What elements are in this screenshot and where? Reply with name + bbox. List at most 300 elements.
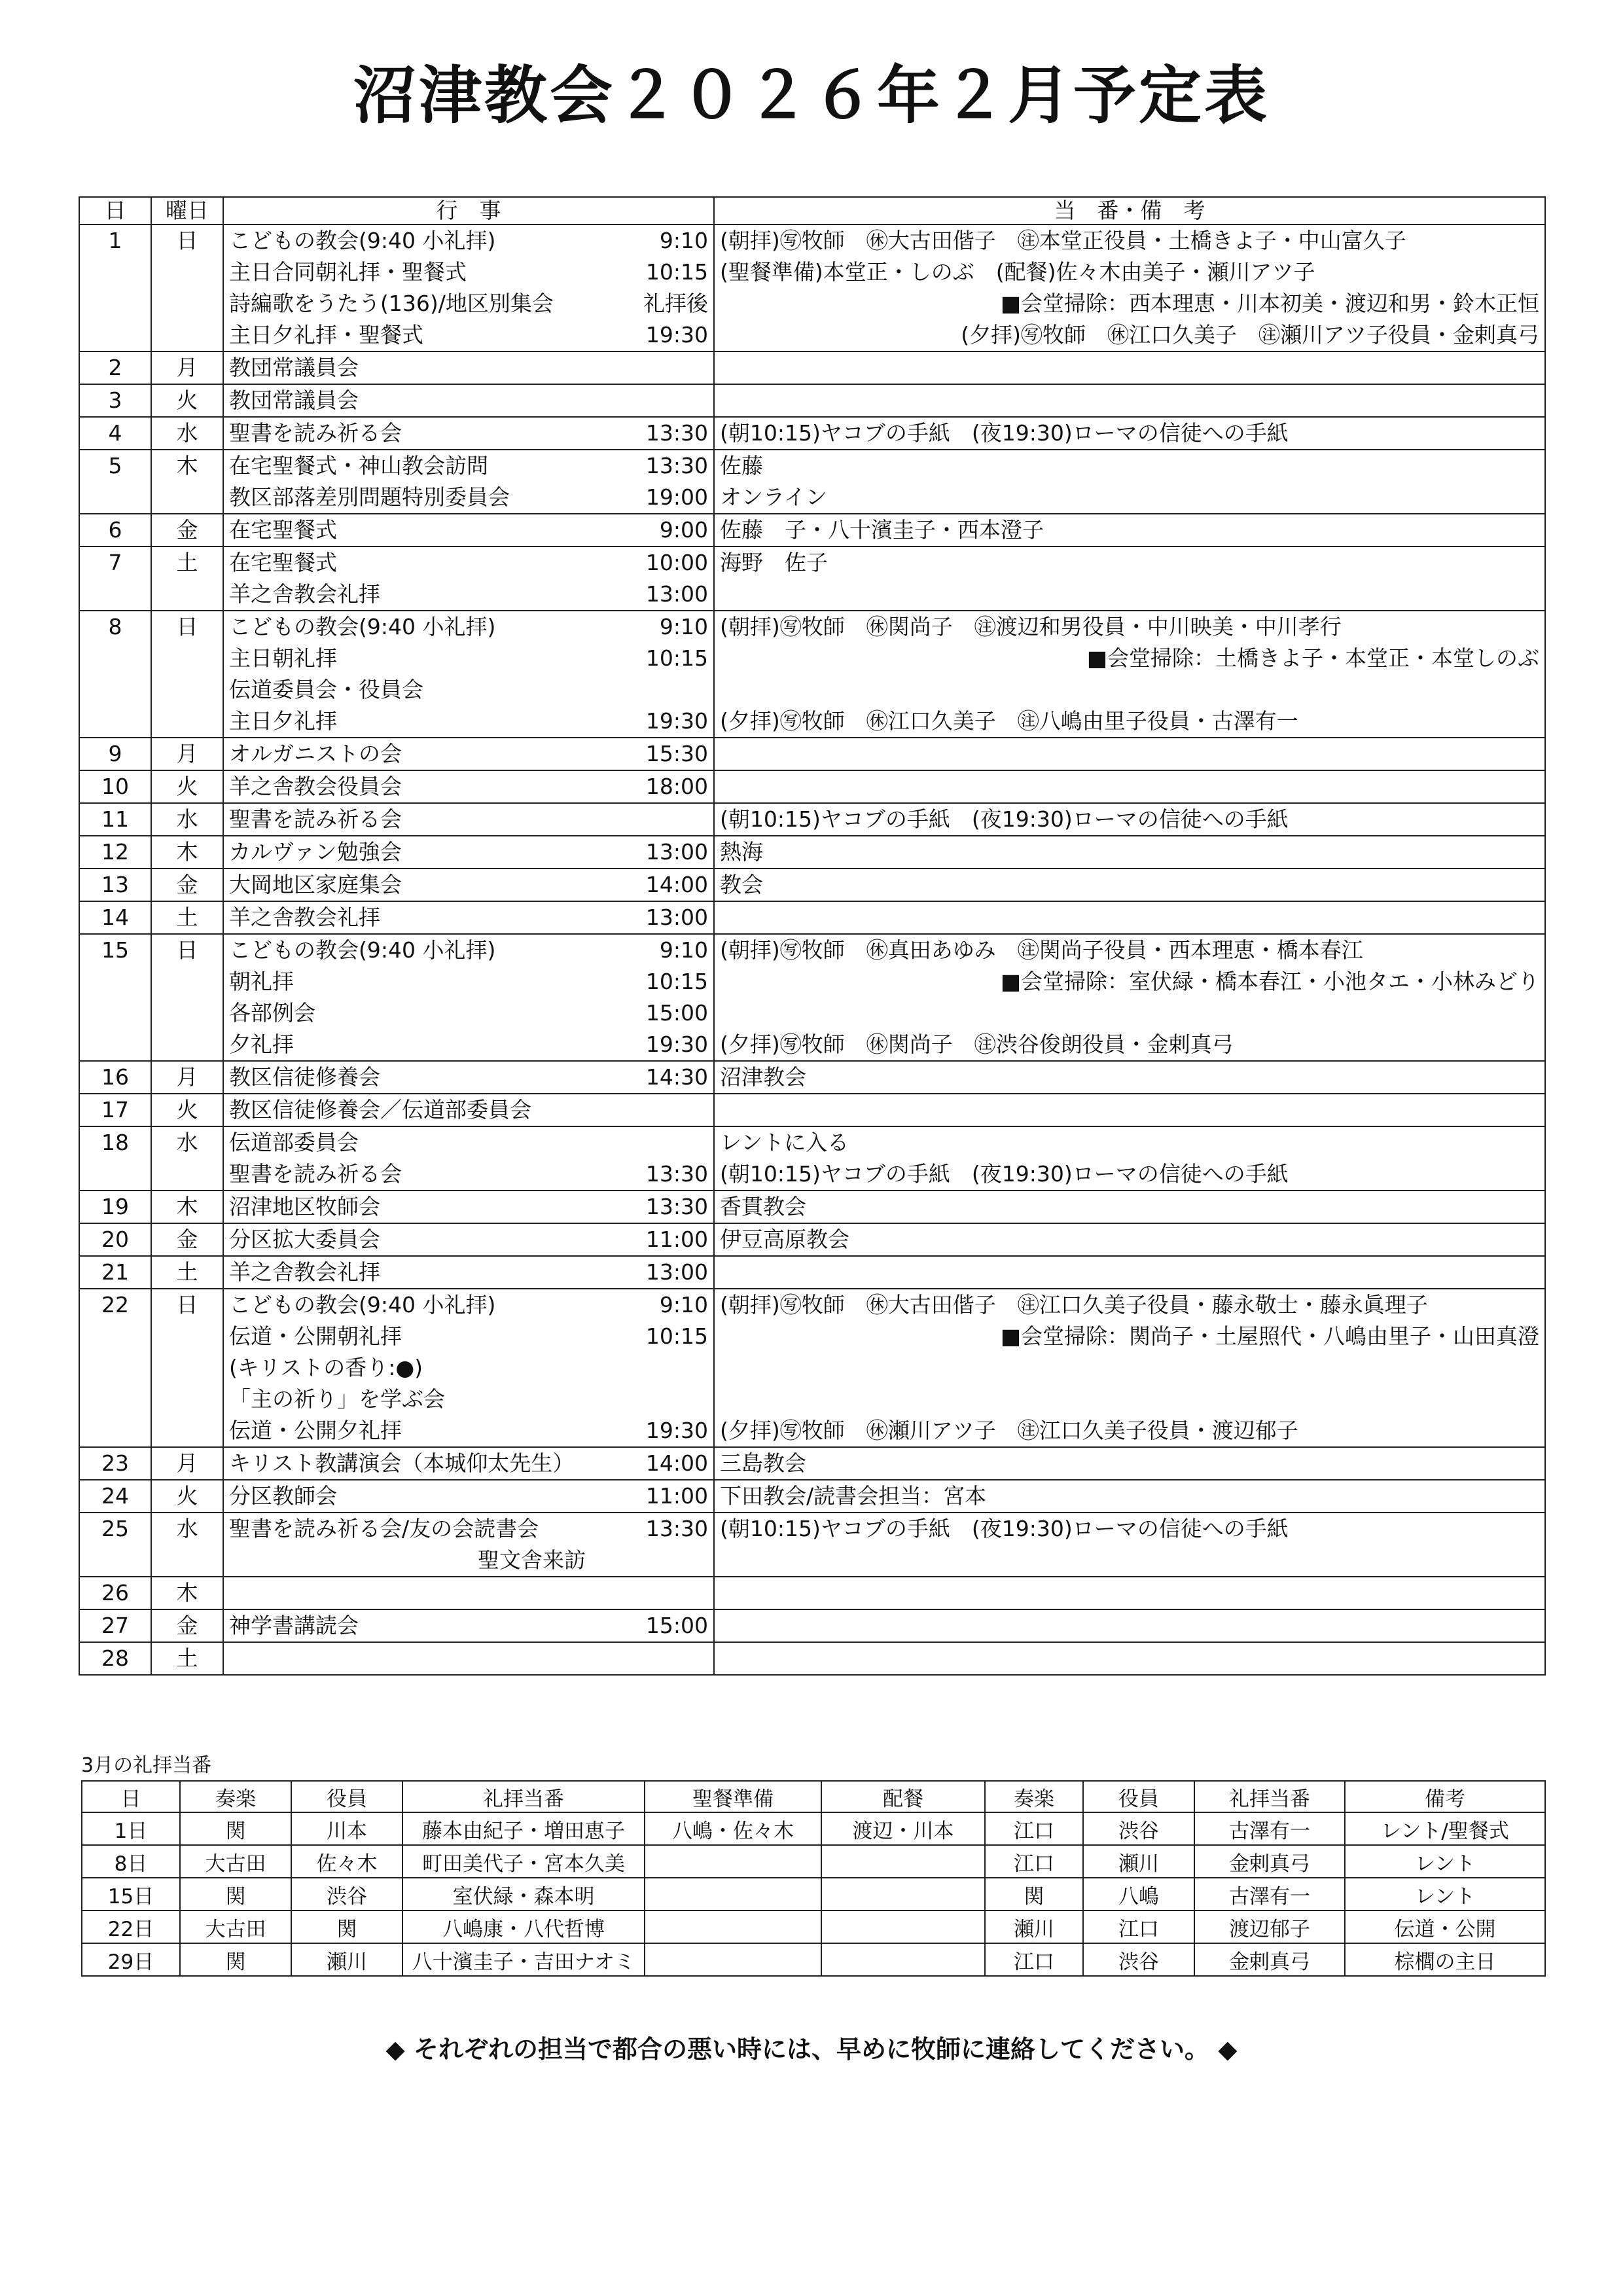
- event-name: 羊之舎教会礼拝: [229, 1259, 380, 1285]
- weekday-label: 木: [176, 1580, 198, 1605]
- event-time: 9:10: [659, 228, 708, 253]
- duty-cell: 古澤有一: [1194, 1878, 1345, 1910]
- events-cell: [223, 1256, 714, 1289]
- event-line: [229, 288, 708, 319]
- event-name: 主日合同朝礼拝・聖餐式: [229, 259, 467, 285]
- note-line: 教会: [720, 872, 763, 897]
- notes-cell: [714, 1061, 1545, 1094]
- weekday-label: 金: [176, 1613, 198, 1638]
- duty-cell: [821, 1878, 985, 1910]
- note-line: (朝10:15)ヤコブの手紙 (夜19:30)ローマの信徒への手紙: [720, 1516, 1289, 1541]
- note-line: ■会堂掃除：関尚子・土屋照代・八嶋由里子・山田真澄: [1000, 1323, 1539, 1349]
- weekday-cell: [151, 836, 223, 869]
- weekday-label: 土: [176, 550, 198, 575]
- event-time: 10:00: [645, 550, 708, 575]
- weekday-label: 金: [176, 517, 198, 543]
- events-cell: [223, 1223, 714, 1256]
- duty-cell: 川本: [291, 1812, 402, 1845]
- weekday-label: 土: [176, 1259, 198, 1285]
- event-line: [229, 611, 708, 643]
- weekday-cell: [151, 1223, 223, 1256]
- schedule-row: [79, 1609, 1545, 1642]
- note-line: ■会堂掃除：西本理恵・川本初美・渡辺和男・鈴木正恒: [1000, 291, 1539, 316]
- note-line: 香貫教会: [720, 1194, 806, 1219]
- duty-row: [82, 1878, 1545, 1910]
- event-time: 13:00: [645, 1259, 708, 1285]
- duty-cell: 江口: [985, 1812, 1083, 1845]
- event-time: 13:00: [645, 905, 708, 930]
- event-line: [229, 1029, 708, 1060]
- day-cell: [79, 514, 151, 547]
- event-name: 教区信徒修養会／伝道部委員会: [229, 1097, 531, 1122]
- duty-cell: 8日: [82, 1845, 180, 1878]
- duty-header-cell: 日: [82, 1781, 180, 1812]
- schedule-row: [79, 1126, 1545, 1191]
- note-line: オンライン: [720, 484, 828, 510]
- event-name: 主日朝礼拝: [229, 645, 337, 671]
- note-line: [720, 738, 1539, 770]
- event-name: 伝道・公開朝礼拝: [229, 1323, 402, 1349]
- event-name: 朝礼拝: [229, 969, 294, 994]
- duty-cell: [821, 1943, 985, 1976]
- event-name: こどもの教会(9:40 小礼拝): [229, 937, 496, 963]
- note-line: (聖餐準備)本堂正・しのぶ (配餐)佐々木由美子・瀬川アツ子: [720, 259, 1315, 285]
- schedule-row: [79, 1577, 1545, 1609]
- note-line: ■会堂掃除：土橋きよ子・本堂正・本堂しのぶ: [1086, 645, 1539, 671]
- day-cell: [79, 1061, 151, 1094]
- note-line: [720, 674, 1539, 706]
- event-name: 教団常議員会: [229, 387, 359, 413]
- day-number: 7: [108, 550, 122, 575]
- event-name: 聖書を読み祈る会: [229, 420, 402, 446]
- event-time: 9:10: [659, 614, 708, 639]
- event-line: [229, 836, 708, 868]
- event-line: [229, 1384, 708, 1415]
- event-name: 主日夕礼拝: [229, 708, 337, 734]
- day-cell: [79, 1256, 151, 1289]
- event-name: 伝道委員会・役員会: [229, 677, 423, 702]
- event-name: 聖書を読み祈る会/友の会読書会: [229, 1516, 539, 1541]
- event-line: [229, 1257, 708, 1288]
- note-line: 下田教会/読書会担当：宮本: [720, 1483, 987, 1509]
- note-line: (夕拝)㊢牧師 ㊡江口久美子 ㊟瀬川アツ子役員・金剌真弓: [961, 322, 1539, 348]
- events-cell: [223, 1289, 714, 1447]
- day-number: 18: [101, 1130, 129, 1155]
- note-line: [720, 997, 1539, 1029]
- duty-cell: 関: [985, 1878, 1083, 1910]
- note-line: (朝10:15)ヤコブの手紙 (夜19:30)ローマの信徒への手紙: [720, 806, 1289, 832]
- weekday-cell: [151, 1577, 223, 1609]
- note-line: 伊豆高原教会: [720, 1227, 849, 1252]
- schedule-row: [79, 738, 1545, 770]
- duty-cell: 藤本由紀子・増田恵子: [402, 1812, 645, 1845]
- duty-cell: 八嶋: [1083, 1878, 1194, 1910]
- day-cell: [79, 803, 151, 836]
- notes-cell: [714, 1480, 1545, 1513]
- weekday-cell: [151, 514, 223, 547]
- event-line: [229, 771, 708, 802]
- duty-cell: 1日: [82, 1812, 180, 1845]
- events-cell: [223, 417, 714, 450]
- event-name: キリスト教講演会（本城仰太先生）: [229, 1450, 575, 1476]
- events-cell: [223, 547, 714, 611]
- day-number: 17: [101, 1097, 129, 1122]
- event-time: 15:30: [645, 741, 708, 766]
- notes-cell: [714, 1191, 1545, 1223]
- event-name: 羊之舎教会礼拝: [229, 581, 380, 607]
- event-line: [229, 1448, 708, 1479]
- duty-header-cell: 奏楽: [180, 1781, 291, 1812]
- day-cell: [79, 1191, 151, 1223]
- header-notes: 当 番・備 考: [714, 197, 1545, 224]
- weekday-label: 水: [176, 1130, 198, 1155]
- events-cell: [223, 869, 714, 901]
- duty-header-cell: 配餐: [821, 1781, 985, 1812]
- event-time: 15:00: [645, 1000, 708, 1026]
- notes-cell: [714, 934, 1545, 1061]
- duty-cell: 15日: [82, 1878, 180, 1910]
- event-time: 10:15: [645, 969, 708, 994]
- event-time: 13:30: [645, 1161, 708, 1187]
- day-cell: [79, 836, 151, 869]
- notes-cell: [714, 611, 1545, 738]
- note-line: [720, 1257, 1539, 1288]
- event-line: [229, 869, 708, 901]
- day-cell: [79, 1513, 151, 1577]
- weekday-cell: [151, 901, 223, 934]
- event-name: (キリストの香り:●): [229, 1355, 423, 1380]
- day-number: 6: [108, 517, 122, 543]
- event-line: [229, 352, 708, 384]
- duty-cell: [821, 1845, 985, 1878]
- day-cell: [79, 450, 151, 514]
- weekday-cell: [151, 351, 223, 384]
- weekday-cell: [151, 770, 223, 803]
- event-time: 9:10: [659, 937, 708, 963]
- note-line: [720, 1545, 1539, 1576]
- event-name: 分区教師会: [229, 1483, 337, 1509]
- schedule-row: [79, 1480, 1545, 1513]
- day-number: 21: [101, 1259, 129, 1285]
- event-name: 教区部落差別問題特別委員会: [229, 484, 510, 510]
- notes-cell: [714, 869, 1545, 901]
- header-events: 行 事: [223, 197, 714, 224]
- schedule-row: [79, 869, 1545, 901]
- event-name: 沼津地区牧師会: [229, 1194, 380, 1219]
- note-line: [720, 902, 1539, 933]
- event-line: [229, 1289, 708, 1321]
- duty-table: [81, 1780, 1546, 1977]
- events-cell: [223, 1094, 714, 1126]
- event-time: 10:15: [645, 645, 708, 671]
- event-time: 14:30: [645, 1064, 708, 1090]
- weekday-cell: [151, 803, 223, 836]
- event-time: 13:00: [645, 581, 708, 607]
- duty-header-cell: 備考: [1345, 1781, 1545, 1812]
- weekday-label: 月: [176, 355, 198, 380]
- schedule-row: [79, 417, 1545, 450]
- duty-row: [82, 1845, 1545, 1878]
- day-cell: [79, 934, 151, 1061]
- weekday-label: 火: [176, 387, 198, 413]
- schedule-row: [79, 1094, 1545, 1126]
- weekday-cell: [151, 1061, 223, 1094]
- event-line: [229, 1094, 708, 1126]
- day-cell: [79, 1223, 151, 1256]
- notes-cell: [714, 1513, 1545, 1577]
- note-line: (朝拝)㊢牧師 ㊡関尚子 ㊟渡辺和男役員・中川映美・中川孝行: [720, 614, 1342, 639]
- note-line: [720, 1643, 1539, 1674]
- day-number: 22: [101, 1292, 129, 1318]
- event-name: こどもの教会(9:40 小礼拝): [229, 1292, 496, 1318]
- event-line: [229, 1577, 708, 1609]
- duty-header-row: [82, 1781, 1545, 1812]
- events-cell: [223, 1642, 714, 1675]
- duty-cell: [645, 1845, 821, 1878]
- duty-cell: 室伏緑・森本明: [402, 1878, 645, 1910]
- schedule-row: [79, 1223, 1545, 1256]
- event-time: 礼拝後: [643, 291, 708, 316]
- schedule-row: [79, 1513, 1545, 1577]
- event-line: [229, 257, 708, 288]
- weekday-cell: [151, 384, 223, 417]
- day-cell: [79, 417, 151, 450]
- event-line: [229, 1191, 708, 1223]
- weekday-label: 水: [176, 806, 198, 832]
- event-time: 13:30: [645, 1516, 708, 1541]
- event-name: 聖書を読み祈る会: [229, 806, 402, 832]
- weekday-cell: [151, 1289, 223, 1447]
- note-line: [720, 1094, 1539, 1126]
- duty-cell: [645, 1878, 821, 1910]
- schedule-row: [79, 836, 1545, 869]
- event-line: [229, 319, 708, 351]
- notes-cell: [714, 1289, 1545, 1447]
- event-line: [229, 482, 708, 513]
- notes-cell: [714, 1609, 1545, 1642]
- duty-cell: 瀬川: [1083, 1845, 1194, 1878]
- weekday-cell: [151, 417, 223, 450]
- event-line: [229, 514, 708, 546]
- event-name: こどもの教会(9:40 小礼拝): [229, 228, 496, 253]
- event-line: [229, 804, 708, 835]
- weekday-label: 火: [176, 1483, 198, 1509]
- notes-cell: [714, 547, 1545, 611]
- event-line: [229, 547, 708, 579]
- day-cell: [79, 901, 151, 934]
- day-number: 23: [101, 1450, 129, 1476]
- schedule-row: [79, 901, 1545, 934]
- note-line: [720, 385, 1539, 416]
- weekday-label: 土: [176, 1645, 198, 1671]
- note-line: (朝拝)㊢牧師 ㊡大古田偕子 ㊟江口久美子役員・藤永敬士・藤永眞理子: [720, 1292, 1428, 1318]
- day-cell: [79, 611, 151, 738]
- event-line: [229, 579, 708, 610]
- schedule-row: [79, 611, 1545, 738]
- page-title: 沼津教会２０２６年２月予定表: [353, 59, 1270, 132]
- duty-cell: 瀬川: [291, 1943, 402, 1976]
- events-cell: [223, 1447, 714, 1480]
- notes-cell: [714, 1447, 1545, 1480]
- event-name: カルヴァン勉強会: [229, 839, 402, 865]
- events-cell: [223, 934, 714, 1061]
- event-name: 伝道・公開夕礼拝: [229, 1418, 402, 1443]
- schedule-row: [79, 934, 1545, 1061]
- duty-cell: 古澤有一: [1194, 1812, 1345, 1845]
- duty-table-label: 3月の礼拝当番: [81, 1754, 212, 1777]
- event-name: 羊之舎教会礼拝: [229, 905, 380, 930]
- notes-cell: [714, 450, 1545, 514]
- event-line: [229, 1352, 708, 1384]
- notes-cell: [714, 417, 1545, 450]
- duty-cell: 金剌真弓: [1194, 1943, 1345, 1976]
- event-line: [229, 706, 708, 737]
- notes-cell: [714, 1126, 1545, 1191]
- day-number: 4: [108, 420, 122, 446]
- day-number: 1: [108, 228, 122, 253]
- weekday-label: 日: [176, 614, 198, 639]
- weekday-cell: [151, 738, 223, 770]
- events-cell: [223, 351, 714, 384]
- day-number: 5: [108, 453, 122, 478]
- event-line: [229, 902, 708, 933]
- day-number: 26: [101, 1580, 129, 1605]
- notes-cell: [714, 803, 1545, 836]
- event-name: 在宅聖餐式: [229, 517, 337, 543]
- weekday-label: 木: [176, 453, 198, 478]
- notes-cell: [714, 384, 1545, 417]
- day-cell: [79, 1289, 151, 1447]
- note-line: (朝拝)㊢牧師 ㊡大古田偕子 ㊟本堂正役員・土橋きよ子・中山富久子: [720, 228, 1406, 253]
- notes-cell: [714, 738, 1545, 770]
- schedule-table: [79, 196, 1546, 1676]
- day-number: 8: [108, 614, 122, 639]
- duty-cell: 渡辺・川本: [821, 1812, 985, 1845]
- event-name: 聖文舎来訪: [478, 1547, 586, 1573]
- events-cell: [223, 450, 714, 514]
- event-line: [229, 674, 708, 706]
- events-cell: [223, 1513, 714, 1577]
- event-time: 9:00: [659, 517, 708, 543]
- events-cell: [223, 611, 714, 738]
- schedule-row: [79, 547, 1545, 611]
- day-number: 3: [108, 387, 122, 413]
- event-name: 教団常議員会: [229, 355, 359, 380]
- duty-header-cell: 役員: [291, 1781, 402, 1812]
- note-line: (夕拝)㊢牧師 ㊡関尚子 ㊟渋谷俊朗役員・金剌真弓: [720, 1031, 1234, 1057]
- event-name: 教区信徒修養会: [229, 1064, 380, 1090]
- day-number: 24: [101, 1483, 129, 1509]
- duty-cell: 八嶋・佐々木: [645, 1812, 821, 1845]
- duty-cell: 大古田: [180, 1910, 291, 1943]
- duty-header-cell: 奏楽: [985, 1781, 1083, 1812]
- event-name: 大岡地区家庭集会: [229, 872, 402, 897]
- weekday-label: 水: [176, 1516, 198, 1541]
- event-name: オルガニストの会: [229, 741, 402, 766]
- event-time: 11:00: [645, 1227, 708, 1252]
- event-time: 14:00: [645, 872, 708, 897]
- day-number: 19: [101, 1194, 129, 1219]
- duty-cell: 渋谷: [1083, 1943, 1194, 1976]
- event-line: [229, 966, 708, 997]
- footer-note: ◆ それぞれの担当で都合の悪い時には、早めに牧師に連絡してください。 ◆: [385, 2035, 1238, 2064]
- event-line: [229, 1545, 708, 1576]
- duty-cell: レント/聖餐式: [1345, 1812, 1545, 1845]
- notes-cell: [714, 1094, 1545, 1126]
- note-line: (夕拝)㊢牧師 ㊡瀬川アツ子 ㊟江口久美子役員・渡辺郁子: [720, 1418, 1298, 1443]
- duty-cell: [821, 1910, 985, 1943]
- event-time: 13:30: [645, 420, 708, 446]
- weekday-label: 日: [176, 1292, 198, 1318]
- event-name: 分区拡大委員会: [229, 1227, 380, 1252]
- events-cell: [223, 1061, 714, 1094]
- event-line: [229, 1513, 708, 1545]
- event-line: [229, 1127, 708, 1158]
- day-number: 13: [101, 872, 129, 897]
- event-time: 13:30: [645, 1194, 708, 1219]
- event-time: 18:00: [645, 774, 708, 799]
- day-number: 15: [101, 937, 129, 963]
- event-line: [229, 225, 708, 257]
- duty-cell: [645, 1910, 821, 1943]
- day-cell: [79, 1094, 151, 1126]
- note-line: (朝10:15)ヤコブの手紙 (夜19:30)ローマの信徒への手紙: [720, 1161, 1289, 1187]
- event-name: 伝道部委員会: [229, 1130, 359, 1155]
- event-line: [229, 1415, 708, 1446]
- duty-row: [82, 1812, 1545, 1845]
- note-line: 三島教会: [720, 1450, 806, 1476]
- day-cell: [79, 738, 151, 770]
- event-name: 主日夕礼拝・聖餐式: [229, 322, 423, 348]
- day-cell: [79, 1609, 151, 1642]
- event-time: 14:00: [645, 1450, 708, 1476]
- header-weekday: 曜日: [151, 197, 223, 224]
- day-number: 25: [101, 1516, 129, 1541]
- weekday-cell: [151, 611, 223, 738]
- day-number: 11: [101, 806, 129, 832]
- schedule-row: [79, 1289, 1545, 1447]
- weekday-label: 木: [176, 1194, 198, 1219]
- duty-header-cell: 聖餐準備: [645, 1781, 821, 1812]
- note-line: 熱海: [720, 839, 763, 865]
- weekday-label: 日: [176, 228, 198, 253]
- schedule-row: [79, 384, 1545, 417]
- schedule-row: [79, 1447, 1545, 1480]
- event-line: [229, 1321, 708, 1352]
- event-name: 在宅聖餐式・神山教会訪問: [229, 453, 488, 478]
- note-line: (朝10:15)ヤコブの手紙 (夜19:30)ローマの信徒への手紙: [720, 420, 1289, 446]
- event-line: [229, 1158, 708, 1190]
- note-line: 佐藤 子・八十濱圭子・西本澄子: [720, 517, 1044, 543]
- weekday-cell: [151, 450, 223, 514]
- note-line: 海野 佐子: [720, 550, 828, 575]
- event-time: 10:15: [645, 1323, 708, 1349]
- event-name: 羊之舎教会役員会: [229, 774, 402, 799]
- weekday-cell: [151, 1480, 223, 1513]
- duty-cell: 瀬川: [985, 1910, 1083, 1943]
- event-line: [229, 418, 708, 449]
- event-line: [229, 1610, 708, 1641]
- day-number: 20: [101, 1227, 129, 1252]
- events-cell: [223, 770, 714, 803]
- note-line: (朝拝)㊢牧師 ㊡真田あゆみ ㊟関尚子役員・西本理恵・橋本春江: [720, 937, 1363, 963]
- event-time: 9:10: [659, 1292, 708, 1318]
- day-cell: [79, 1126, 151, 1191]
- event-time: 10:15: [645, 259, 708, 285]
- weekday-cell: [151, 224, 223, 351]
- weekday-cell: [151, 1447, 223, 1480]
- event-line: [229, 1224, 708, 1255]
